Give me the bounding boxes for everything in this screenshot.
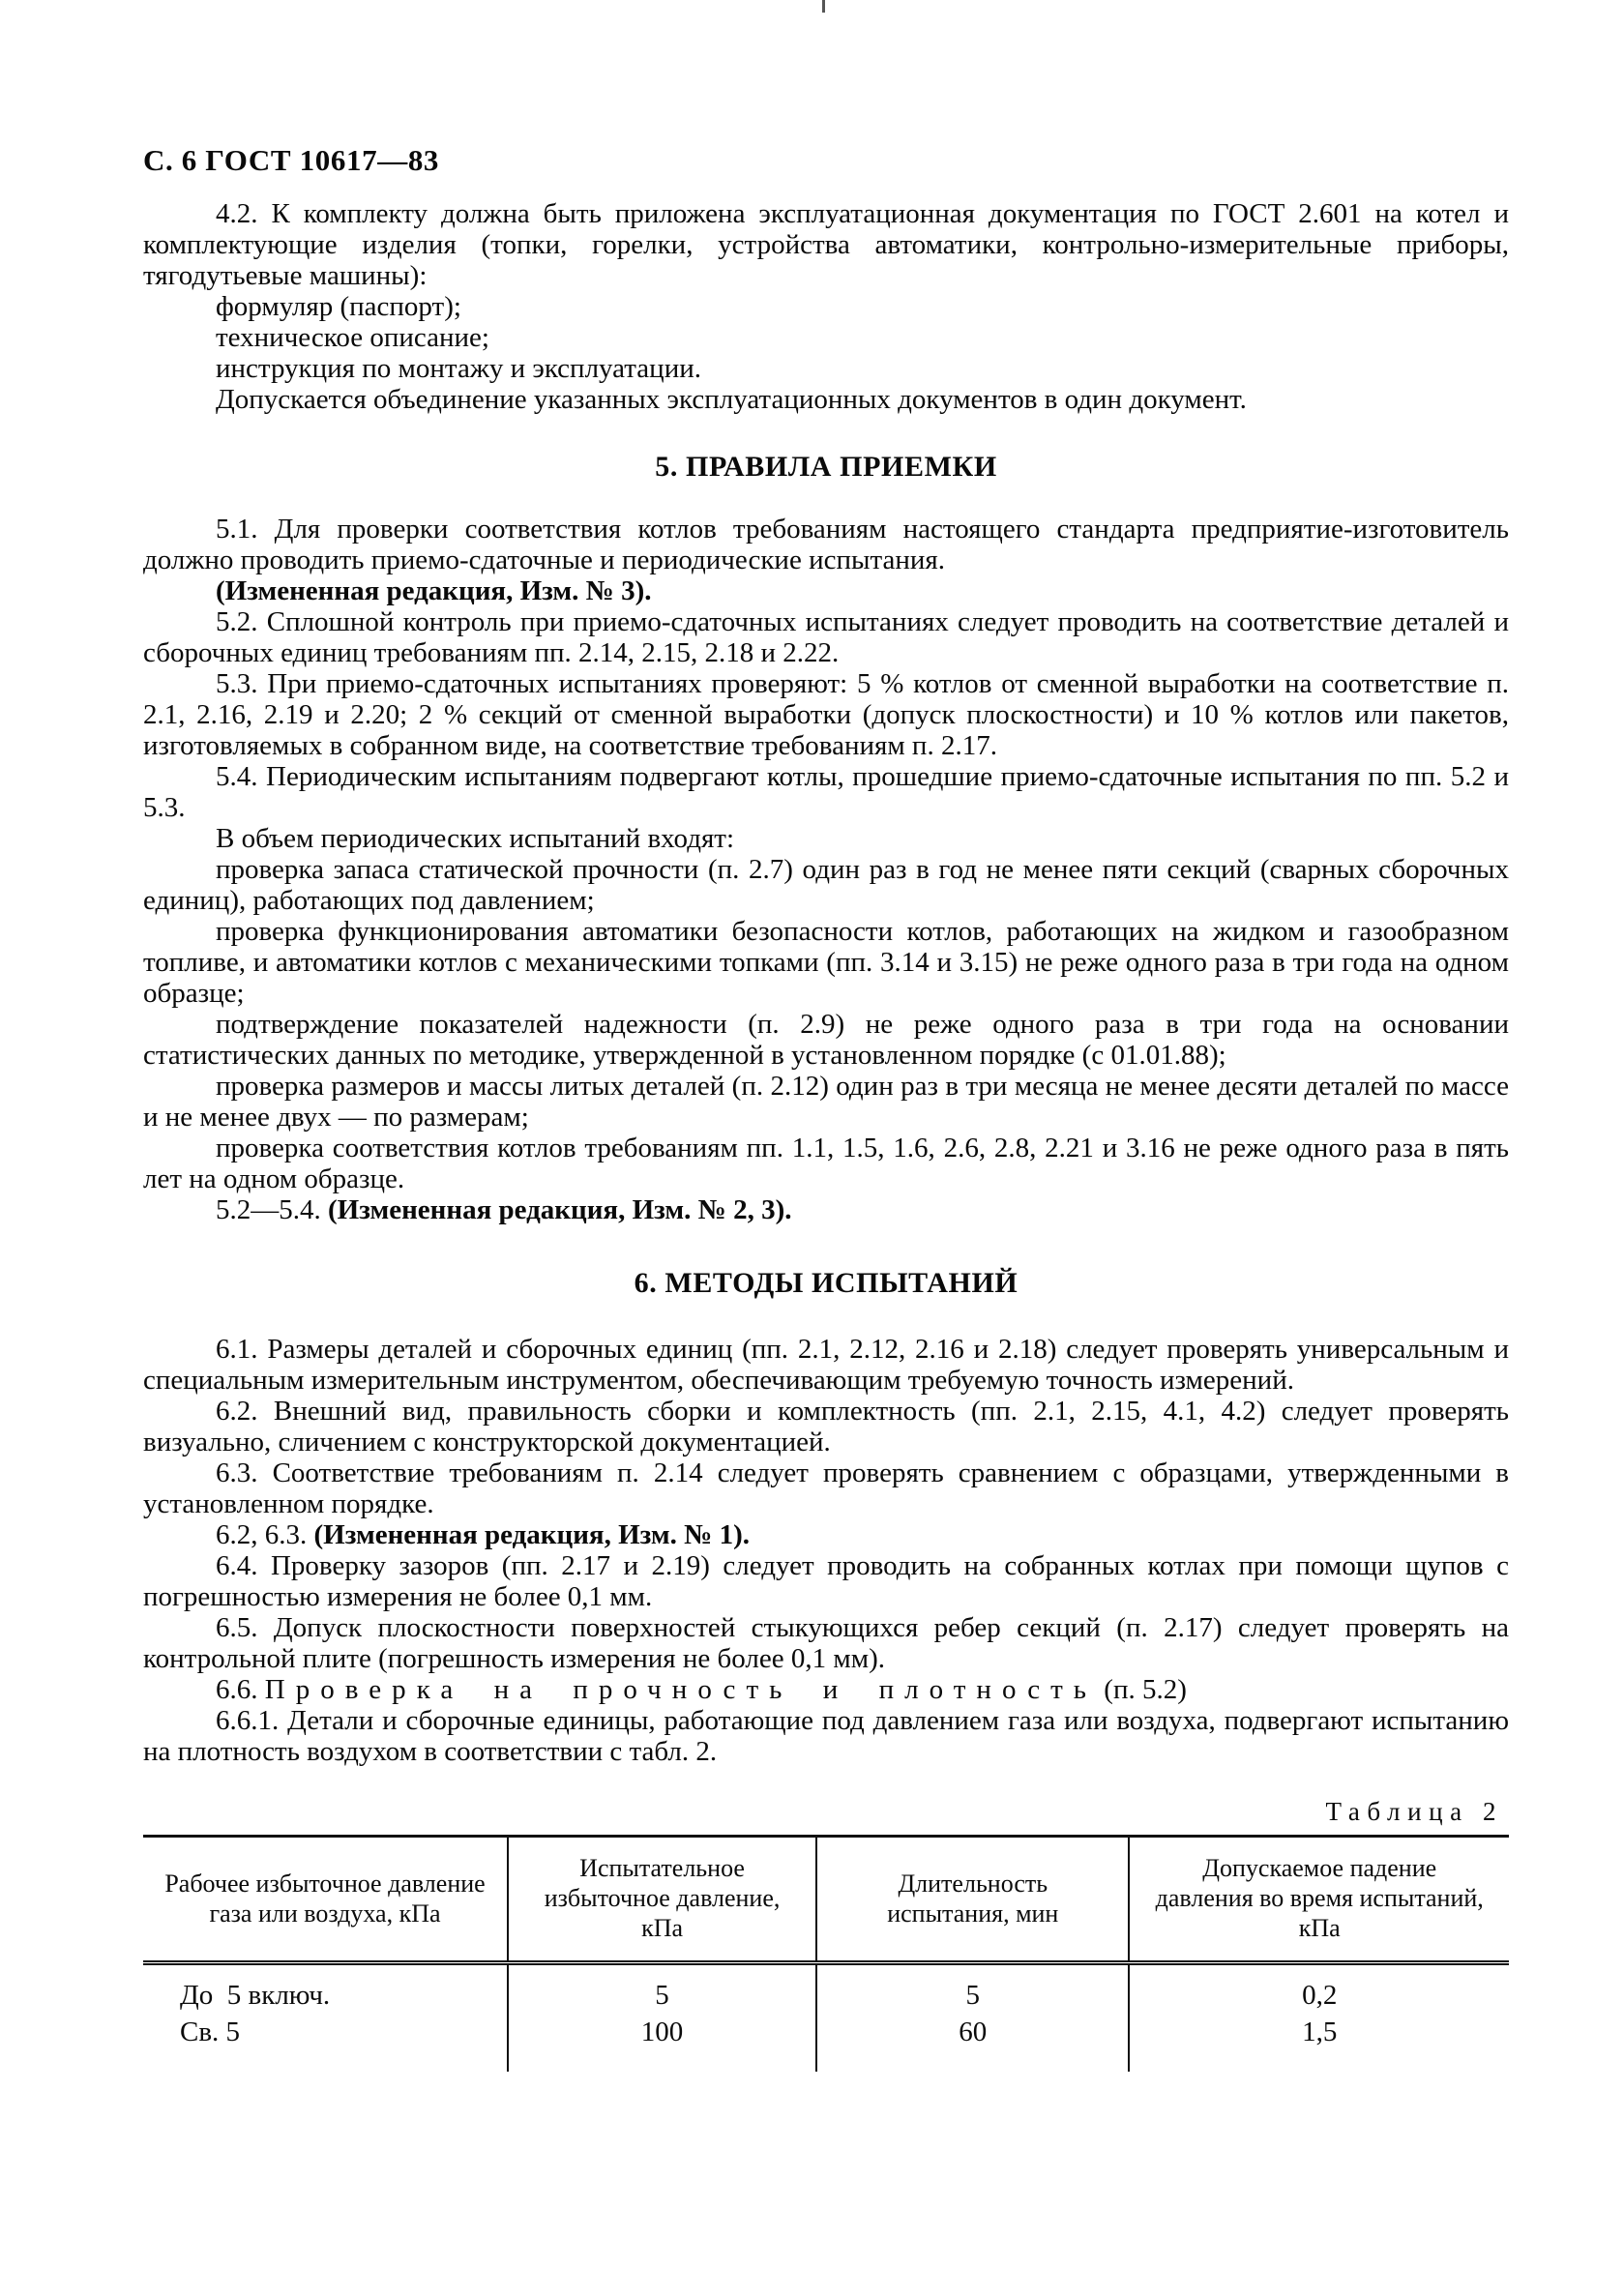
column-header-test-pressure: Испытательное избыточное давление, кПа xyxy=(508,1837,816,1963)
amendment-prefix: 6.2, 6.3. xyxy=(216,1519,314,1550)
cell-test-pressure: 5 xyxy=(508,1963,816,2015)
paragraph-6-3: 6.3. Соответствие требованиям п. 2.14 следует проверять сравнением с образцами, утвержденными в установленном порядке. xyxy=(143,1457,1509,1519)
paragraph-docs-merge: Допускается объединение указанных эксплуатационных документов в один документ. xyxy=(216,384,1247,415)
cell-range: До 5 включ. xyxy=(143,1963,508,2015)
list-item-instruction: инструкция по монтажу и эксплуатации. xyxy=(216,353,701,384)
amendment-note-5-2-5-4 xyxy=(143,1194,1509,1225)
amendment-note-6-2-6-3 xyxy=(143,1519,1509,1550)
cell-duration: 60 xyxy=(816,2014,1129,2050)
column-header-working-pressure: Рабочее избыточное давление газа или воздуха, кПа xyxy=(143,1837,508,1963)
cell-duration: 5 xyxy=(816,1963,1129,2015)
list-item-reliability: подтверждение показателей надежности (п. 2.9) не реже одного раза в три года на основании статистических данных по методике, утвержденной в установленном порядке (с 01.01.88); xyxy=(143,1009,1509,1071)
amendment-bold-text: (Измененная редакция, Изм. № 1). xyxy=(313,1519,750,1550)
paragraph-5-3: 5.3. При приемо-сдаточных испытаниях проверяют: 5 % котлов от сменной выработки на соответствие п. 2.1, 2.16, 2.19 и 2.20; 2 % секций от сменной выработки (допуск плоскостности) и 10 % котлов или пакетов, изготовляемых в собранном виде, на соответствие требованиям п. 2.17. xyxy=(143,668,1509,761)
list-item-automation-check: проверка функционирования автоматики безопасности котлов, работающих на жидком и газообразном топливе, и автоматики котлов с механическими топками (пп. 3.14 и 3.15) не реже одного раза в три года на одном образце; xyxy=(143,916,1509,1009)
page-header: С. 6 ГОСТ 10617—83 xyxy=(143,143,440,177)
amendment-bold-text: (Измененная редакция, Изм. № 2, 3). xyxy=(328,1194,792,1225)
table-caption: Таблица 2 xyxy=(1325,1797,1503,1826)
table-2 xyxy=(143,1835,1509,2072)
cell-test-pressure: 100 xyxy=(508,2014,816,2050)
paragraph-6-6 xyxy=(143,1674,1509,1705)
list-item-cast-parts: проверка размеров и массы литых деталей (п. 2.12) один раз в три месяца не менее десяти деталей по массе и не менее двух — по размерам; xyxy=(143,1071,1509,1133)
paragraph-6-5: 6.5. Допуск плоскостности поверхностей стыкующихся ребер секций (п. 2.17) следует проверять на контрольной плите (погрешность измерения не более 0,1 мм). xyxy=(143,1612,1509,1674)
document-content xyxy=(143,198,1509,2072)
section-5-title: 5. ПРАВИЛА ПРИЕМКИ xyxy=(655,451,997,483)
list-item-formular: формуляр (паспорт); xyxy=(216,291,461,322)
paragraph-5-2: 5.2. Сплошной контроль при приемо-сдаточных испытаниях следует проводить на соответствие деталей и сборочных единиц требованиям пп. 2.14, 2.15, 2.18 и 2.22. xyxy=(143,606,1509,668)
paragraph-6-4: 6.4. Проверку зазоров (пп. 2.17 и 2.19) следует проводить на собранных котлах при помощи щупов с погрешностью измерения не более 0,1 мм. xyxy=(143,1550,1509,1612)
clause-spaced-title: Проверка на прочность и плотность xyxy=(264,1674,1098,1705)
paragraph-6-1: 6.1. Размеры деталей и сборочных единиц (пп. 2.1, 2.12, 2.16 и 2.18) следует проверять универсальным и специальным измерительным инструментом, обеспечивающим требуемую точность измерений. xyxy=(143,1334,1509,1396)
list-item-static-strength: проверка запаса статической прочности (п. 2.7) один раз в год не менее пяти секций (сварных сборочных единиц), работающих под давлением; xyxy=(143,854,1509,916)
cell-allowed-drop: 1,5 xyxy=(1302,2016,1338,2047)
list-item-conformity: проверка соответствия котлов требованиям пп. 1.1, 1.5, 1.6, 2.6, 2.8, 2.21 и 3.16 не реже одного раза в пять лет на одном образце. xyxy=(143,1133,1509,1194)
table-row xyxy=(143,1963,1509,2015)
column-header-duration: Длительность испытания, мин xyxy=(816,1837,1129,1963)
paragraph-6-6-1: 6.6.1. Детали и сборочные единицы, работающие под давлением газа или воздуха, подвергают испытанию на плотность воздухом в соответствии с табл. 2. xyxy=(143,1705,1509,1767)
paragraph-periodic-scope: В объем периодических испытаний входят: xyxy=(216,823,735,854)
paragraph-5-1: 5.1. Для проверки соответствия котлов требованиям настоящего стандарта предприятие-изготовитель должно проводить приемо-сдаточные и периодические испытания. xyxy=(143,514,1509,575)
section-6-title: 6. МЕТОДЫ ИСПЫТАНИЙ xyxy=(634,1267,1019,1299)
paragraph-4-2: 4.2. К комплекту должна быть приложена эксплуатационная документация по ГОСТ 2.601 на котел и комплектующие изделия (топки, горелки, устройства автоматики, контрольно-измерительные приборы, тягодутьевые машины): xyxy=(143,198,1509,291)
table-header-row xyxy=(143,1837,1509,1963)
clause-number: 6.6. xyxy=(216,1674,265,1705)
amendment-note-5-1: (Измененная редакция, Изм. № 3). xyxy=(216,575,652,606)
column-header-allowed-drop: Допускаемое падение давления во время испытаний, кПа xyxy=(1129,1837,1509,1963)
clause-reference: (п. 5.2) xyxy=(1097,1674,1187,1705)
amendment-prefix: 5.2—5.4. xyxy=(216,1194,328,1225)
cell-allowed-drop: 0,2 xyxy=(1302,1980,1338,2011)
cell-range: Св. 5 xyxy=(143,2014,508,2050)
paragraph-5-4: 5.4. Периодическим испытаниям подвергают котлы, прошедшие приемо-сдаточные испытания по пп. 5.2 и 5.3. xyxy=(143,761,1509,823)
paragraph-6-2: 6.2. Внешний вид, правильность сборки и комплектность (пп. 2.1, 2.15, 4.1, 4.2) следует проверять визуально, сличением с конструкторской документацией. xyxy=(143,1396,1509,1457)
table-row xyxy=(143,2014,1509,2050)
scan-registration-mark xyxy=(822,0,825,13)
table-spacer-row xyxy=(143,2050,1509,2072)
list-item-tech-description: техническое описание; xyxy=(216,322,489,353)
